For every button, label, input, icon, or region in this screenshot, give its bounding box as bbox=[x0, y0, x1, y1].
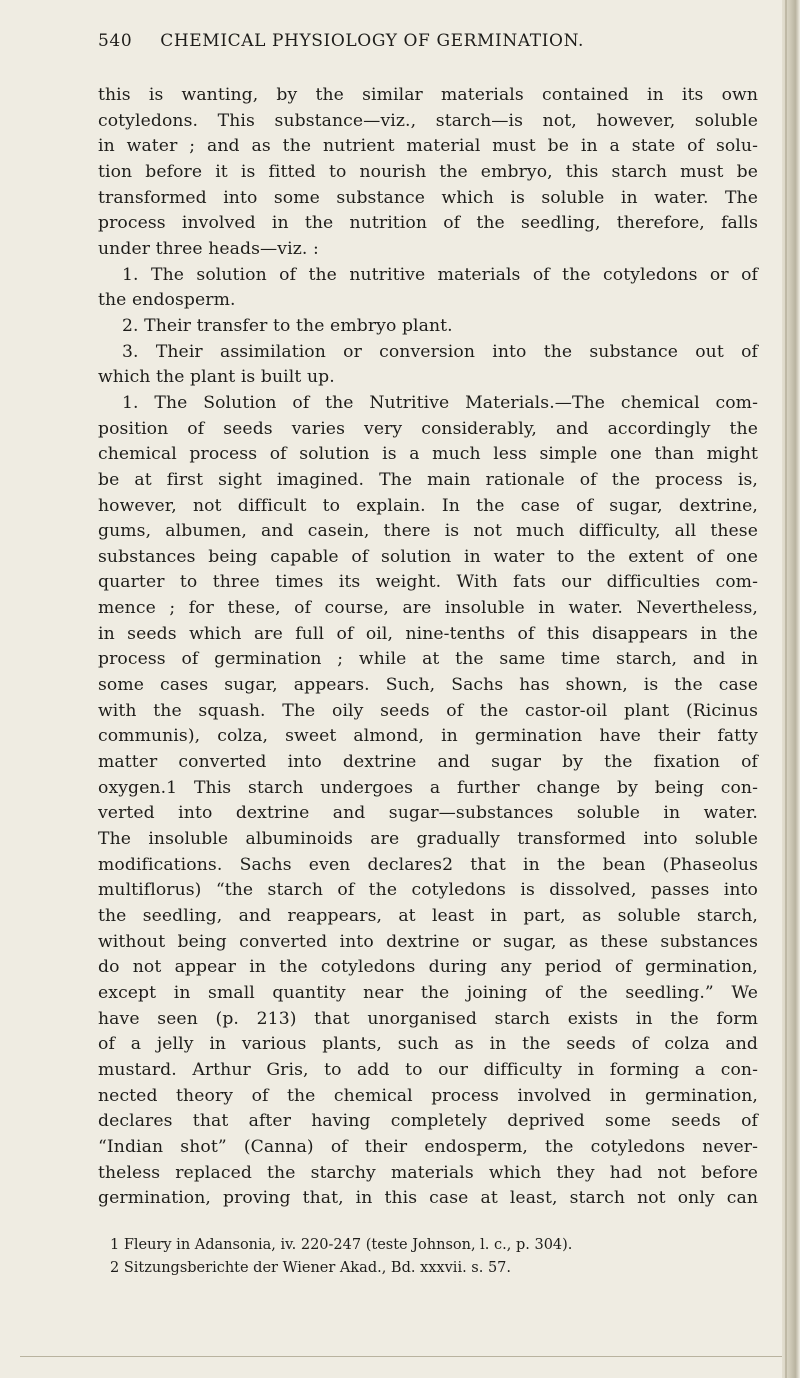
bottom-rule bbox=[20, 1356, 782, 1357]
text-line: this is wanting, by the similar materials contained in its own bbox=[98, 85, 758, 105]
text-line: process involved in the nutrition of the seedling, therefore, falls bbox=[98, 213, 758, 234]
text-line: quarter to three times its weight. With fats our difficulties com- bbox=[98, 572, 758, 593]
text-line: 1. The solution of the nutritive materials of the cotyledons or of bbox=[122, 264, 758, 285]
footnotes bbox=[98, 1234, 758, 1280]
footnote: 1 Fleury in Adansonia, iv. 220-247 (teste Johnson, l. c., p. 304). bbox=[110, 1237, 573, 1253]
text-line: however, not difficult to explain. In the case of sugar, dextrine, bbox=[98, 495, 758, 516]
text-line: substances being capable of solution in water to the extent of one bbox=[98, 546, 758, 567]
text-line: without being converted into dextrine or sugar, as these substances bbox=[98, 931, 758, 952]
text-line: the endosperm. bbox=[98, 290, 236, 311]
text-line: mence ; for these, of course, are insoluble in water. Nevertheless, bbox=[98, 598, 758, 619]
text-line: cotyledons. This substance—viz., starch—is not, however, soluble bbox=[98, 110, 758, 131]
text-line: nected theory of the chemical process involved in germination, bbox=[98, 1085, 758, 1106]
text-line: some cases sugar, appears. Such, Sachs has shown, is the case bbox=[98, 675, 758, 696]
page-number: 540 bbox=[98, 31, 133, 51]
text-line: of a jelly in various plants, such as in the seeds of colza and bbox=[98, 1034, 758, 1055]
text-line: process of germination ; while at the same time starch, and in bbox=[98, 649, 758, 670]
body-text bbox=[98, 83, 758, 1212]
running-header bbox=[98, 31, 718, 51]
text-line: position of seeds varies very considerably, and accordingly the bbox=[98, 418, 758, 439]
running-title: CHEMICAL PHYSIOLOGY OF GERMINATION. bbox=[160, 31, 584, 51]
text-line: under three heads—viz. : bbox=[98, 238, 319, 259]
text-line: in seeds which are full of oil, nine-tenths of this disappears in the bbox=[98, 623, 758, 644]
text-line: do not appear in the cotyledons during any period of germination, bbox=[98, 957, 758, 978]
text-line: transformed into some substance which is soluble in water. The bbox=[98, 187, 758, 208]
text-line: communis), colza, sweet almond, in germination have their fatty bbox=[98, 726, 758, 747]
text-line: which the plant is built up. bbox=[98, 367, 335, 388]
text-line: The insoluble albuminoids are gradually transformed into soluble bbox=[98, 829, 758, 850]
text-line: be at first sight imagined. The main rationale of the process is, bbox=[98, 469, 758, 490]
text-line: multiflorus) “the starch of the cotyledons is dissolved, passes into bbox=[98, 880, 758, 901]
text-line: have seen (p. 213) that unorganised starch exists in the form bbox=[98, 1008, 758, 1029]
text-line: chemical process of solution is a much less simple one than might bbox=[98, 444, 758, 465]
text-line: verted into dextrine and sugar—substances soluble in water. bbox=[98, 803, 758, 824]
text-line: theless replaced the starchy materials which they had not before bbox=[98, 1162, 758, 1183]
text-line: matter converted into dextrine and sugar by the fixation of bbox=[98, 752, 758, 773]
text-line: modifications. Sachs even declares2 that in the bean (Phaseolus bbox=[98, 854, 758, 875]
text-line: 2. Their transfer to the embryo plant. bbox=[122, 315, 453, 336]
footnote: 2 Sitzungsberichte der Wiener Akad., Bd. xxxvii. s. 57. bbox=[110, 1260, 512, 1276]
text-line: “Indian shot” (Canna) of their endosperm, the cotyledons never- bbox=[98, 1136, 758, 1157]
text-line: 1. The Solution of the Nutritive Materials.—The chemical com- bbox=[122, 392, 758, 413]
text-line: declares that after having completely deprived some seeds of bbox=[98, 1111, 758, 1132]
text-line: 3. Their assimilation or conversion into the substance out of bbox=[122, 341, 758, 362]
text-line: with the squash. The oily seeds of the castor-oil plant (Ricinus bbox=[98, 700, 758, 721]
text-line: except in small quantity near the joining of the seedling.” We bbox=[98, 982, 758, 1003]
text-line: in water ; and as the nutrient material must be in a state of solu- bbox=[98, 136, 758, 157]
text-line: the seedling, and reappears, at least in part, as soluble starch, bbox=[98, 906, 758, 926]
text-line: mustard. Arthur Gris, to add to our difficulty in forming a con- bbox=[98, 1059, 758, 1080]
text-line: oxygen.1 This starch undergoes a further change by being con- bbox=[98, 777, 758, 798]
text-line: gums, albumen, and casein, there is not much difficulty, all these bbox=[98, 521, 758, 542]
page-edge bbox=[782, 0, 800, 1378]
text-line: germination, proving that, in this case at least, starch not only can bbox=[98, 1188, 758, 1209]
text-line: tion before it is fitted to nourish the embryo, this starch must be bbox=[98, 161, 758, 182]
